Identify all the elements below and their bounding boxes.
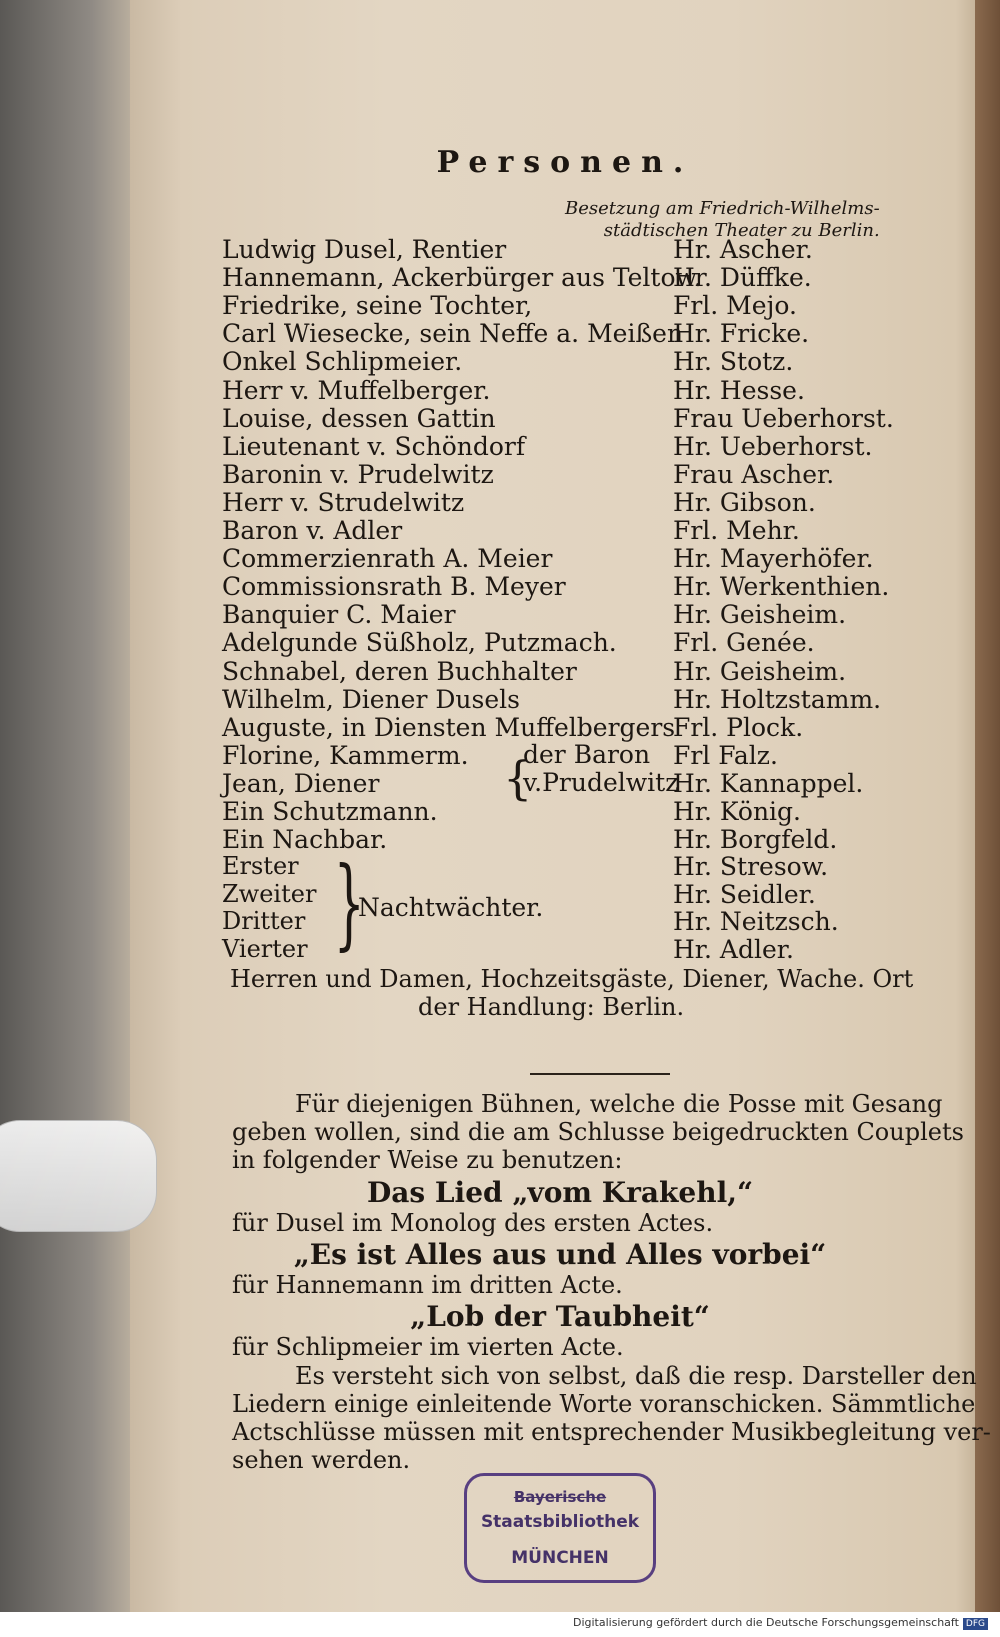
cast-role: Ludwig Dusel, Rentier	[222, 235, 507, 264]
cast-actor: Hr. Geisheim.	[673, 657, 847, 686]
note-line: sehen werden.	[232, 1446, 411, 1474]
cast-role: Louise, dessen Gattin	[222, 404, 496, 433]
extras-line: der Handlung: Berlin.	[418, 993, 685, 1021]
digitization-footer	[573, 1616, 988, 1630]
brace-group-line: v.Prudelwitz	[523, 768, 679, 797]
cast-actor: Frl. Plock.	[673, 713, 804, 742]
cast-role: Ein Schutzmann.	[222, 797, 438, 826]
divider	[530, 1073, 670, 1075]
note-line: Liedern einige einleitende Worte voranschicken. Sämmtliche	[232, 1390, 976, 1418]
cast-actor: Hr. Hesse.	[673, 376, 805, 405]
cast-role: Wilhelm, Diener Dusels	[222, 685, 520, 714]
cast-role: Jean, Diener	[222, 769, 380, 798]
extras-line: Herren und Damen, Hochzeitsgäste, Diener, Wache. Ort	[230, 965, 914, 993]
song-assignment: für Dusel im Monolog des ersten Actes.	[232, 1209, 714, 1237]
note-line: Actschlüsse müssen mit entsprechender Musikbegleitung ver-	[232, 1418, 991, 1446]
page-title: Personen.	[436, 145, 694, 180]
cast-role: Herr v. Muffelberger.	[222, 376, 491, 405]
cast-role: Hannemann, Ackerbürger aus Teltow.	[222, 263, 702, 292]
note-line: Es versteht sich von selbst, daß die resp. Darsteller den	[295, 1362, 977, 1390]
song-assignment: für Schlipmeier im vierten Acte.	[232, 1333, 624, 1361]
watchman-actor: Hr. Neitzsch.	[673, 907, 839, 936]
note-line: Für diejenigen Bühnen, welche die Posse mit Gesang	[295, 1090, 943, 1118]
brace-group-line: der Baron	[523, 740, 651, 769]
cast-actor: Hr. Gibson.	[673, 488, 816, 517]
cast-heading-line: städtischen Theater zu Berlin.	[603, 220, 880, 241]
note-line: geben wollen, sind die am Schlusse beigedruckten Couplets	[232, 1118, 964, 1146]
cast-role: Banquier C. Maier	[222, 600, 456, 629]
cast-actor: Frau Ueberhorst.	[673, 404, 894, 433]
cast-role: Carl Wiesecke, sein Neffe a. Meißen	[222, 319, 684, 348]
cast-actor: Hr. Fricke.	[673, 319, 810, 348]
cast-heading-line: Besetzung am Friedrich-Wilhelms-	[565, 198, 880, 219]
cast-actor: Hr. Werkenthien.	[673, 572, 890, 601]
cast-actor: Hr. König.	[673, 797, 802, 826]
watchman-role: Vierter	[222, 935, 308, 963]
cast-role: Florine, Kammerm.	[222, 741, 469, 770]
cast-role: Lieutenant v. Schöndorf	[222, 432, 526, 461]
song-title: „Es ist Alles aus und Alles vorbei“	[293, 1238, 827, 1271]
cast-actor: Frl. Genée.	[673, 628, 815, 657]
cast-actor: Hr. Ascher.	[673, 235, 813, 264]
watchman-role: Zweiter	[222, 880, 317, 908]
brace-right: }	[333, 847, 365, 961]
cast-role: Auguste, in Diensten Muffelbergers	[222, 713, 676, 742]
page-clip	[0, 1120, 157, 1232]
cast-actor: Hr. Stotz.	[673, 347, 794, 376]
watchman-role: Dritter	[222, 907, 306, 935]
cast-role: Baronin v. Prudelwitz	[222, 460, 494, 489]
cast-actor: Hr. Borgfeld.	[673, 825, 838, 854]
note-line: in folgender Weise zu benutzen:	[232, 1146, 623, 1174]
watchman-role: Erster	[222, 852, 299, 880]
cast-actor: Frl. Mehr.	[673, 516, 800, 545]
dfg-logo: DFG	[963, 1618, 988, 1630]
song-title: „Lob der Taubheit“	[410, 1300, 710, 1333]
cast-actor: Hr. Kannappel.	[673, 769, 864, 798]
stamp-line: MÜNCHEN	[511, 1548, 609, 1568]
cast-role: Baron v. Adler	[222, 516, 403, 545]
brace-left: {	[503, 751, 533, 805]
cast-actor: Hr. Ueberhorst.	[673, 432, 873, 461]
cast-actor: Hr. Düffke.	[673, 263, 812, 292]
library-stamp	[464, 1473, 656, 1583]
watchmen-label: Nachtwächter.	[358, 893, 544, 922]
cast-role: Commissionsrath B. Meyer	[222, 572, 566, 601]
song-assignment: für Hannemann im dritten Acte.	[232, 1271, 623, 1299]
cast-actor: Frl Falz.	[673, 741, 778, 770]
cast-role: Herr v. Strudelwitz	[222, 488, 465, 517]
stamp-line: Staatsbibliothek	[480, 1512, 640, 1532]
cast-role: Schnabel, deren Buchhalter	[222, 657, 577, 686]
footer-text: Digitalisierung gefördert durch die Deutsche Forschungsgemeinschaft	[572, 1616, 959, 1629]
cast-actor: Hr. Mayerhöfer.	[673, 544, 874, 573]
cast-actor: Frau Ascher.	[673, 460, 835, 489]
page-edge	[975, 0, 1000, 1612]
watchman-actor: Hr. Seidler.	[673, 880, 816, 909]
cast-role: Onkel Schlipmeier.	[222, 347, 463, 376]
cast-actor: Hr. Geisheim.	[673, 600, 847, 629]
cast-role: Adelgunde Süßholz, Putzmach.	[222, 628, 617, 657]
book-cover-edge	[0, 0, 130, 1612]
song-title: Das Lied „vom Krakehl,“	[366, 1176, 754, 1209]
cast-actor: Frl. Mejo.	[673, 291, 797, 320]
cast-role: Commerzienrath A. Meier	[222, 544, 553, 573]
cast-role: Friedrike, seine Tochter,	[222, 291, 533, 320]
watchman-actor: Hr. Stresow.	[673, 852, 829, 881]
cast-actor: Hr. Holtzstamm.	[673, 685, 882, 714]
stamp-line: Bayerische	[513, 1488, 607, 1506]
watchman-actor: Hr. Adler.	[673, 935, 794, 964]
cast-role: Ein Nachbar.	[222, 825, 388, 854]
